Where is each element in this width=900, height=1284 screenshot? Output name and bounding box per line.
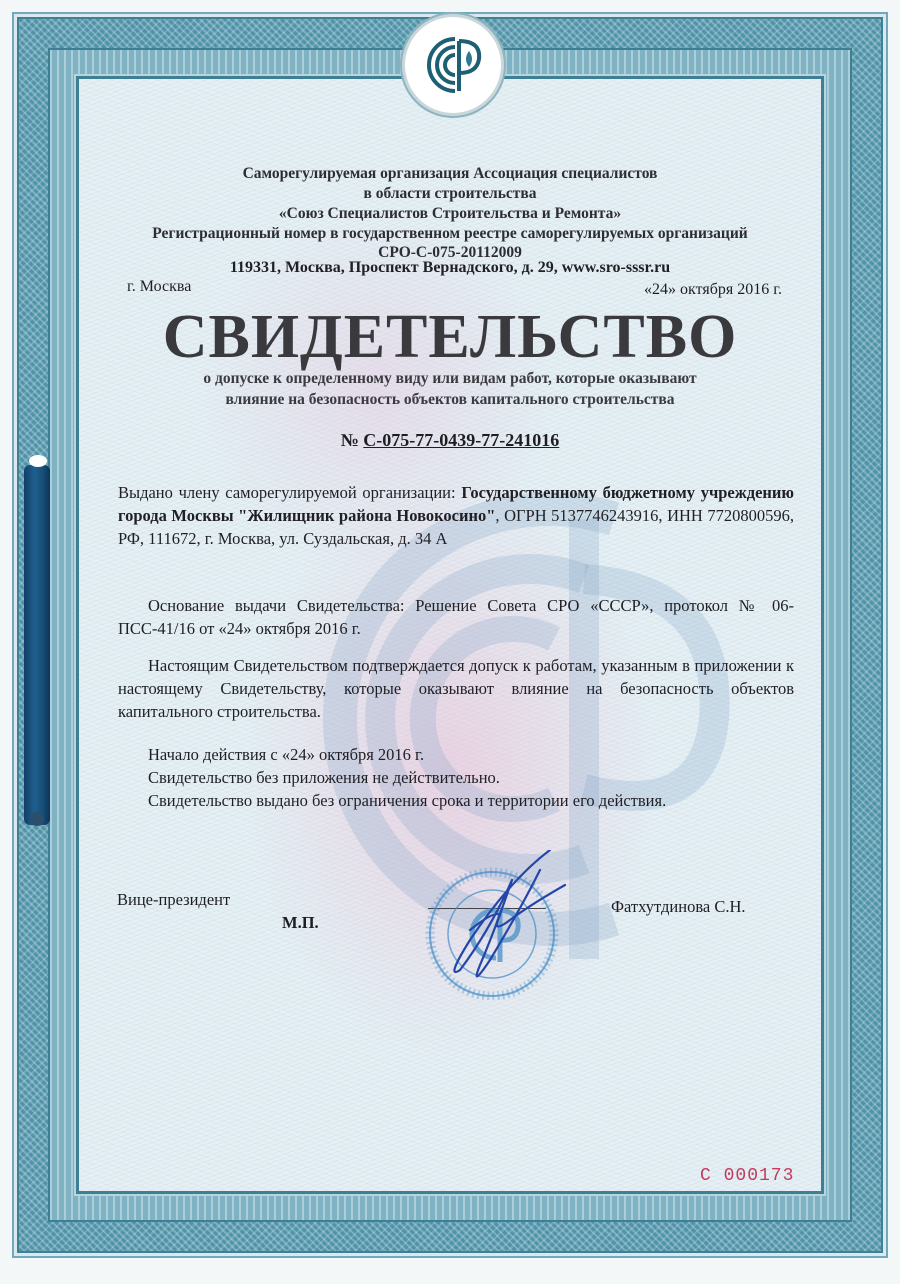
subtitle-line-2: влияние на безопасность объектов капитального строительства	[225, 391, 675, 408]
terms-block	[118, 743, 794, 812]
ribbon-knot	[30, 812, 44, 826]
official-stamp-icon	[400, 850, 570, 1000]
org-name-line-2: в области строительства	[363, 185, 537, 202]
registry-label: Регистрационный номер в государственном реестре саморегулируемых организаций	[152, 225, 748, 242]
org-name-line-3: «Союз Специалистов Строительства и Ремонта»	[278, 205, 622, 222]
basis-paragraph: Основание выдачи Свидетельства: Решение Совета СРО «СССР», протокол № 06-ПСС-41/16 от «24» октября 2016 г.	[118, 596, 794, 638]
document-title: СВИДЕТЕЛЬСТВО	[162, 303, 738, 371]
organization-header	[100, 164, 800, 278]
registry-number: СРО-С-075-20112009	[378, 244, 522, 261]
document-subtitle	[100, 368, 800, 410]
term-start-date: Начало действия с «24» октября 2016 г.	[148, 745, 425, 764]
number-sign: №	[340, 430, 359, 450]
term-unlimited: Свидетельство выдано без ограничения срока и территории его действия.	[148, 791, 667, 810]
signer-role: Вице-президент	[117, 890, 231, 909]
signer-name: Фатхутдинова С.Н.	[611, 897, 746, 916]
seal-placeholder-label: М.П.	[282, 913, 319, 932]
term-appendix-required: Свидетельство без приложения не действительно.	[148, 768, 500, 787]
serial-number: С 000173	[700, 1166, 795, 1186]
issue-date: «24» октября 2016 г.	[644, 281, 782, 298]
subtitle-line-1: о допуске к определенному виду или видам работ, которые оказывают	[203, 370, 697, 387]
issued-to-label: Выдано члену саморегулируемой организации:	[118, 483, 456, 502]
member-details: , ОГРН 5137746243916, ИНН 7720800596, РФ, 111672, г. Москва, ул. Суздальская, д. 34 А	[118, 506, 794, 548]
organization-address: 119331, Москва, Проспект Вернадского, д. 29, www.sro-sssr.ru	[229, 259, 671, 276]
org-name-line-1: Саморегулируемая организация Ассоциация специалистов	[242, 165, 658, 182]
sro-sssr-logo-icon	[421, 33, 485, 97]
ribbon-hole-top	[29, 455, 47, 467]
issue-city: г. Москва	[127, 278, 192, 295]
certificate-number	[0, 430, 900, 451]
confirmation-paragraph: Настоящим Свидетельством подтверждается допуск к работам, указанным в приложении к настоящему Свидетельству, которые оказывают влияние на безопасность объектов капитального строительства.	[118, 656, 794, 721]
organization-logo	[402, 14, 504, 116]
binding-ribbon	[24, 465, 50, 825]
certificate-number-value: С-075-77-0439-77-241016	[363, 430, 560, 450]
issued-to-paragraph	[118, 481, 794, 550]
member-name: Государственному бюджетному учреждению города Москвы "Жилищник района Новокосино"	[118, 483, 795, 525]
